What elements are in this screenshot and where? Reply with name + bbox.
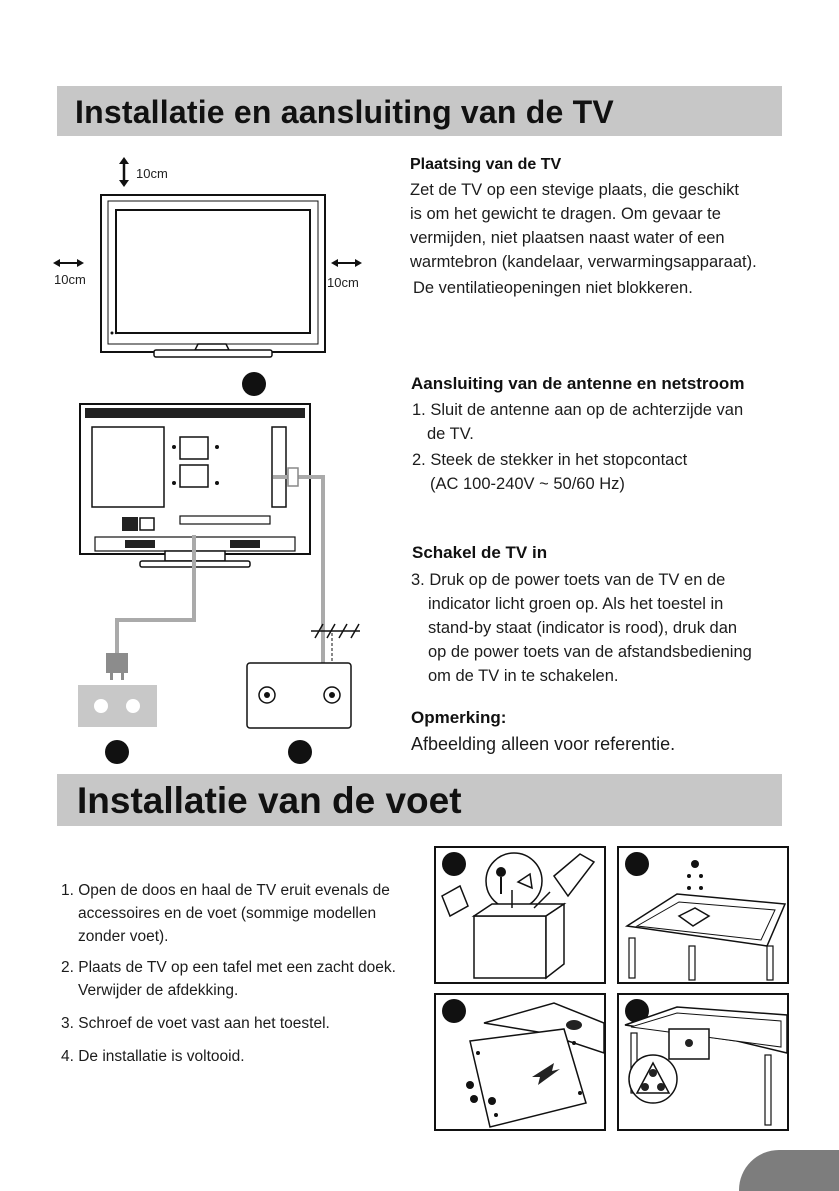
note-text: Afbeelding alleen voor referentie. — [411, 734, 676, 754]
step-marker-3 — [288, 740, 312, 764]
tv-rear-connection-diagram — [70, 365, 370, 765]
step-marker-2 — [105, 740, 129, 764]
switch-on-step-3: 3. Druk op de power toets van de TV en de indicator licht groen op. Als het toestel in stand-by staat (indicator is rood), druk dan op de power toets van de afstandsbediening om de TV in te schakelen. — [411, 571, 752, 685]
section-banner-stand — [57, 774, 782, 826]
stand-step-2-illustration — [617, 846, 789, 984]
placement-text: Zet de TV op een stevige plaats, die geschikt is om het gewicht te dragen. Om gevaar te vermijden, niet plaatsen naast water of een warmtebron (kandelaar, verwarmingsapparaat). De ventilatieopeningen niet blokkeren. — [410, 181, 757, 297]
tv-stand — [154, 350, 272, 357]
top-clearance-label: 10cm — [136, 166, 168, 181]
page-corner-tab — [739, 1150, 839, 1191]
left-clearance-arrow — [53, 259, 84, 267]
right-clearance-label: 10cm — [327, 275, 359, 290]
stand-step-2: 2. Plaats de TV op een tafel met een zacht doek. Verwijder de afdekking. — [61, 959, 396, 999]
step-marker-1 — [242, 372, 266, 396]
tv-screen — [116, 210, 310, 333]
placement-heading: Plaatsing van de TV — [410, 156, 562, 173]
stand-step-4-illustration — [617, 993, 789, 1131]
right-clearance-arrow — [331, 259, 362, 267]
stand-step-4: 4. De installatie is voltooid. — [61, 1048, 245, 1065]
antenna-heading: Aansluiting van de antenne en netstroom — [411, 374, 745, 393]
top-clearance-arrow — [119, 157, 129, 187]
stand-step-3: 3. Schroef de voet vast aan het toestel. — [61, 1015, 330, 1032]
switch-on-heading: Schakel de TV in — [412, 543, 548, 562]
power-plug — [106, 653, 128, 673]
antenna-step-2: 2. Steek de stekker in het stopcontact (AC 100-240V ~ 50/60 Hz) — [412, 451, 688, 493]
stand-step-1-illustration — [434, 846, 606, 984]
section-title-stand: Installatie van de voet — [77, 780, 462, 821]
section-banner-installation — [57, 86, 782, 136]
note-heading: Opmerking: — [411, 708, 507, 727]
stand-step-3-illustration — [434, 993, 606, 1131]
section-title-installation: Installatie en aansluiting van de TV — [75, 94, 614, 130]
tv-front-clearance-diagram — [50, 150, 380, 365]
stand-steps — [61, 879, 396, 1068]
antenna-step-1: 1. Sluit de antenne aan op de achterzijde van de TV. — [412, 401, 744, 443]
wall-socket — [78, 685, 157, 727]
left-clearance-label: 10cm — [54, 272, 86, 287]
stand-step-1: 1. Open de doos en haal de TV eruit evenals de accessoires en de voet (sommige modellen zonder voet). — [61, 882, 390, 945]
